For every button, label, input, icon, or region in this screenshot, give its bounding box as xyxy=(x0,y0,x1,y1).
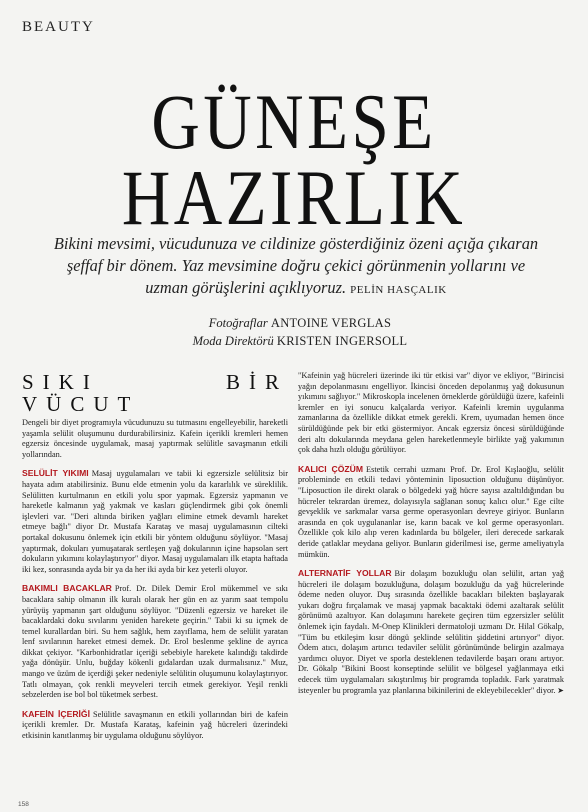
subhead-alternatif: ALTERNATİF YOLLAR xyxy=(298,568,392,579)
left-column xyxy=(22,371,288,750)
body-alternatif: Bir dolaşım bozukluğu olan selülit, artan yağ hücreleri ile dolaşım bozukluğuna, dolaşım bozukluğu da yağ hücrelerinde ödeme neden oluyor. Duş sırasında özellikle bacakları bilekten başlayarak yukarı doğru fırçalamak ve masaj yapmak bacaktaki ödemi azaltarak selülit görünümü azaltıyor. Kan dolaşımını harekete geçiren tüm egzersizler selülit önlemek için faydalı. M-Onep Klinikleri dermatoloji uzmanı Dr. Hilal Gökalp, "Tüm bu etkileşim kısır döngü şeklinde selülitin şiddetini artırıyor" diyor. Ödem atıcı, dolaşım artırıcı tedaviler selülit görünümünde belirgin azalmaya yardımcı oluyor. Diyet ve sporla desteklenen tedavilerde başarı oranı artıyor. Dr. Gökalp "Bikini Boost konseptinde selülit ve bölgesel yağlanmaya etki edecek tüm uygulamaları sıkıştırılmış bir programda topladık. Fark yaratmak isteyenler bu programla yaz planlarına bikinilerini de ekleyebilecekler" diyor. xyxy=(298,569,564,695)
paragraph-alternatif xyxy=(298,568,564,696)
subhead-kafein: KAFEİN İÇERİĞİ xyxy=(22,708,90,719)
subhead-bacaklar: BAKIMLI BACAKLAR xyxy=(22,583,112,594)
paragraph-bacaklar xyxy=(22,583,288,701)
director-credit-label: Moda Direktörü xyxy=(192,334,274,348)
intro-paragraph: Dengeli bir diyet programıyla vücudunuzu su tutmasını engelleyebilir, hareketli yaşamla selülit oluşumunu durdurabilirsiniz. Kafein içerikli kremleri hemen egzersiz öncesinde uygulamak, masaj yaptırmak selülitle savaşmanın etkili yollarından. xyxy=(22,418,288,459)
body-kalici: Estetik cerrahi uzmanı Prof. Dr. Erol Kışlaoğlu, selülit probleminde en etkili tedavi yönteminin liposuction olduğunu düşünüyor. "Liposuction ile direkt olarak o bölgedeki yağ hücre sayısı azaltıldığından bu hücreler tekrardan üremez, dolayısıyla sağlanan sonuç kalıcı olur." Ege cilte gevşeklik ve sarkmalar varsa germe operasyonları devreye giriyor. Bunların arasında en çok uygulananlar ise, karın bacak ve kol germe operasyonları. Özellikle çok kilo alıp veren kadınlarda bu bölgeler, ileri derecede sarkarak deride çatlaklar meydana geliyor. Bunların giderilmesi ise, germe ameliyatıyla mümkün. xyxy=(298,464,564,559)
continue-arrow-icon: ➤ xyxy=(557,685,564,695)
credits xyxy=(150,314,450,350)
section-heading: SIKI BİR VÜCUT xyxy=(22,370,288,416)
page-number: 158 xyxy=(18,801,29,808)
headline-line-2: HAZIRLIK xyxy=(121,154,467,241)
director-name: KRISTEN INGERSOLL xyxy=(276,334,408,348)
photographer-name: ANTOINE VERGLAS xyxy=(270,316,392,330)
body-selulit: Masaj uygulamaları ve tabii ki egzersizle selülitsiz bir hayata adım atabilirsiniz. Bunu elde etmenin yolu da kararlılık ve süreklilik. Selülitten kurtulmanın en etkili yolu spor yapmak. Egzersiz yapmanın ve hareketle kalmanın yağ yakmak ve kasları güçlendirmek gibi çok önemli işlevleri var. "Deri altında biriken yağları elimine etmek devamlı hareket etmeye bağlı" diyor Dr. Mustafa Karataş ve masaj uygulamasının cilteki portakal dokusunu önlemek için etkili bir yöntem olduğunu söylüyor. "Masaj yaptırmak, dokuları yumuşatarak sertleşen yağ dokularının içine hapsolan sert dokuların yıkımını kolaylaştırıyor" diyor. Masaj uygulamaları ilk etapta haftada iki kez, sonrasında ayda bir ya da her iki ayda bir kez yeterli oluyor. xyxy=(22,469,288,574)
director-credit xyxy=(150,332,450,350)
body-bacaklar: Prof. Dr. Dilek Demir Erol mükemmel ve sıkı bacaklara sahip olmanın ilk kuralı olarak her gün en az yarım saat tempolu yürüyüş yapmanın şart olduğunu söylüyor. "Düzenli egzersiz ve hareket ile bacaklardaki doku sıvılarını yeniden harekete geçirin." Tabii ki su içmek de temel kurallardan biri. Su hem sağlık, hem zayıflama, hem de selülit yaratan lenf sıvılarının hareket etmesi demek. Dr. Erol beslenme şekline de ayrıca dikkat çekiyor. "Karbonhidratlar içeriği sebebiyle harekete kalındığı takdirde yağa dönüşür. Unlu, buğday kökenli gıdalardan uzak durmalısınız." Muz, mango ve üzüm de içerdiği şeker nedeniyle selülitin oluşumunu kolaylaştırıyor. Tatlı olmayan, çok renkli meyveleri tercih etmek gerekiyor. Yeşil renkli sebzelerden ise bol bol tüketmek serbest. xyxy=(22,584,288,700)
right-column xyxy=(298,371,564,704)
paragraph-kafein xyxy=(22,709,288,742)
paragraph-continued: "Kafeinin yağ hücreleri üzerinde iki tür etkisi var" diyor ve ekliyor, "Birincisi yağın depolanmasını engelliyor. İkincisi önceden depolanmış yağ dokusunun yıkımını sağlıyor." Mikroskopla incelenen örneklerde görüldüğü üzere, kafeinli kremler en iyi sonucu kalçalarda veriyor. Kafeinli kremin uygulanma zamanlarına da özellikle dikkat etmek gerekli. Krem, uyumadan hemen önce sürüldüğünde pek bir etki göstermiyor. Ancak egzersiz öncesi sürüldüğünde deri altı dokularında meydana gelen hareketlenmeyle birlikte yağ yakımının çok daha hızlı olduğu görülüyor. xyxy=(298,371,564,455)
standfirst-text: Bikini mevsimi, vücudunuza ve cildinize gösterdiğiniz özeni açığa çıkaran şeffaf bir dönem. Yaz mevsimine doğru çekici görünmenin yollarını ve uzman görüşlerini açıklıyoruz. xyxy=(53,234,539,297)
paragraph-kalici xyxy=(298,464,564,560)
byline: PELİN HASÇALIK xyxy=(350,284,447,296)
headline-line-1: GÜNEŞE xyxy=(151,78,437,165)
photo-credit-label: Fotoğraflar xyxy=(208,316,268,330)
subhead-kalici: KALICI ÇÖZÜM xyxy=(298,463,364,474)
subhead-selulit: SELÜLİT YIKIMI xyxy=(22,468,89,479)
paragraph-selulit xyxy=(22,468,288,575)
photo-credit xyxy=(150,314,450,332)
body-kafein: Selülitle savaşmanın en etkili yollarından biri de kafein içerikli kremler. Dr. Mustafa Karataş, kafeinin yağ hücreleri üzerindeki etkisinin kanıtlanmış bir uygulama olduğunu söylüyor. xyxy=(22,709,288,741)
section-label: BEAUTY xyxy=(22,19,95,35)
standfirst xyxy=(46,233,546,301)
